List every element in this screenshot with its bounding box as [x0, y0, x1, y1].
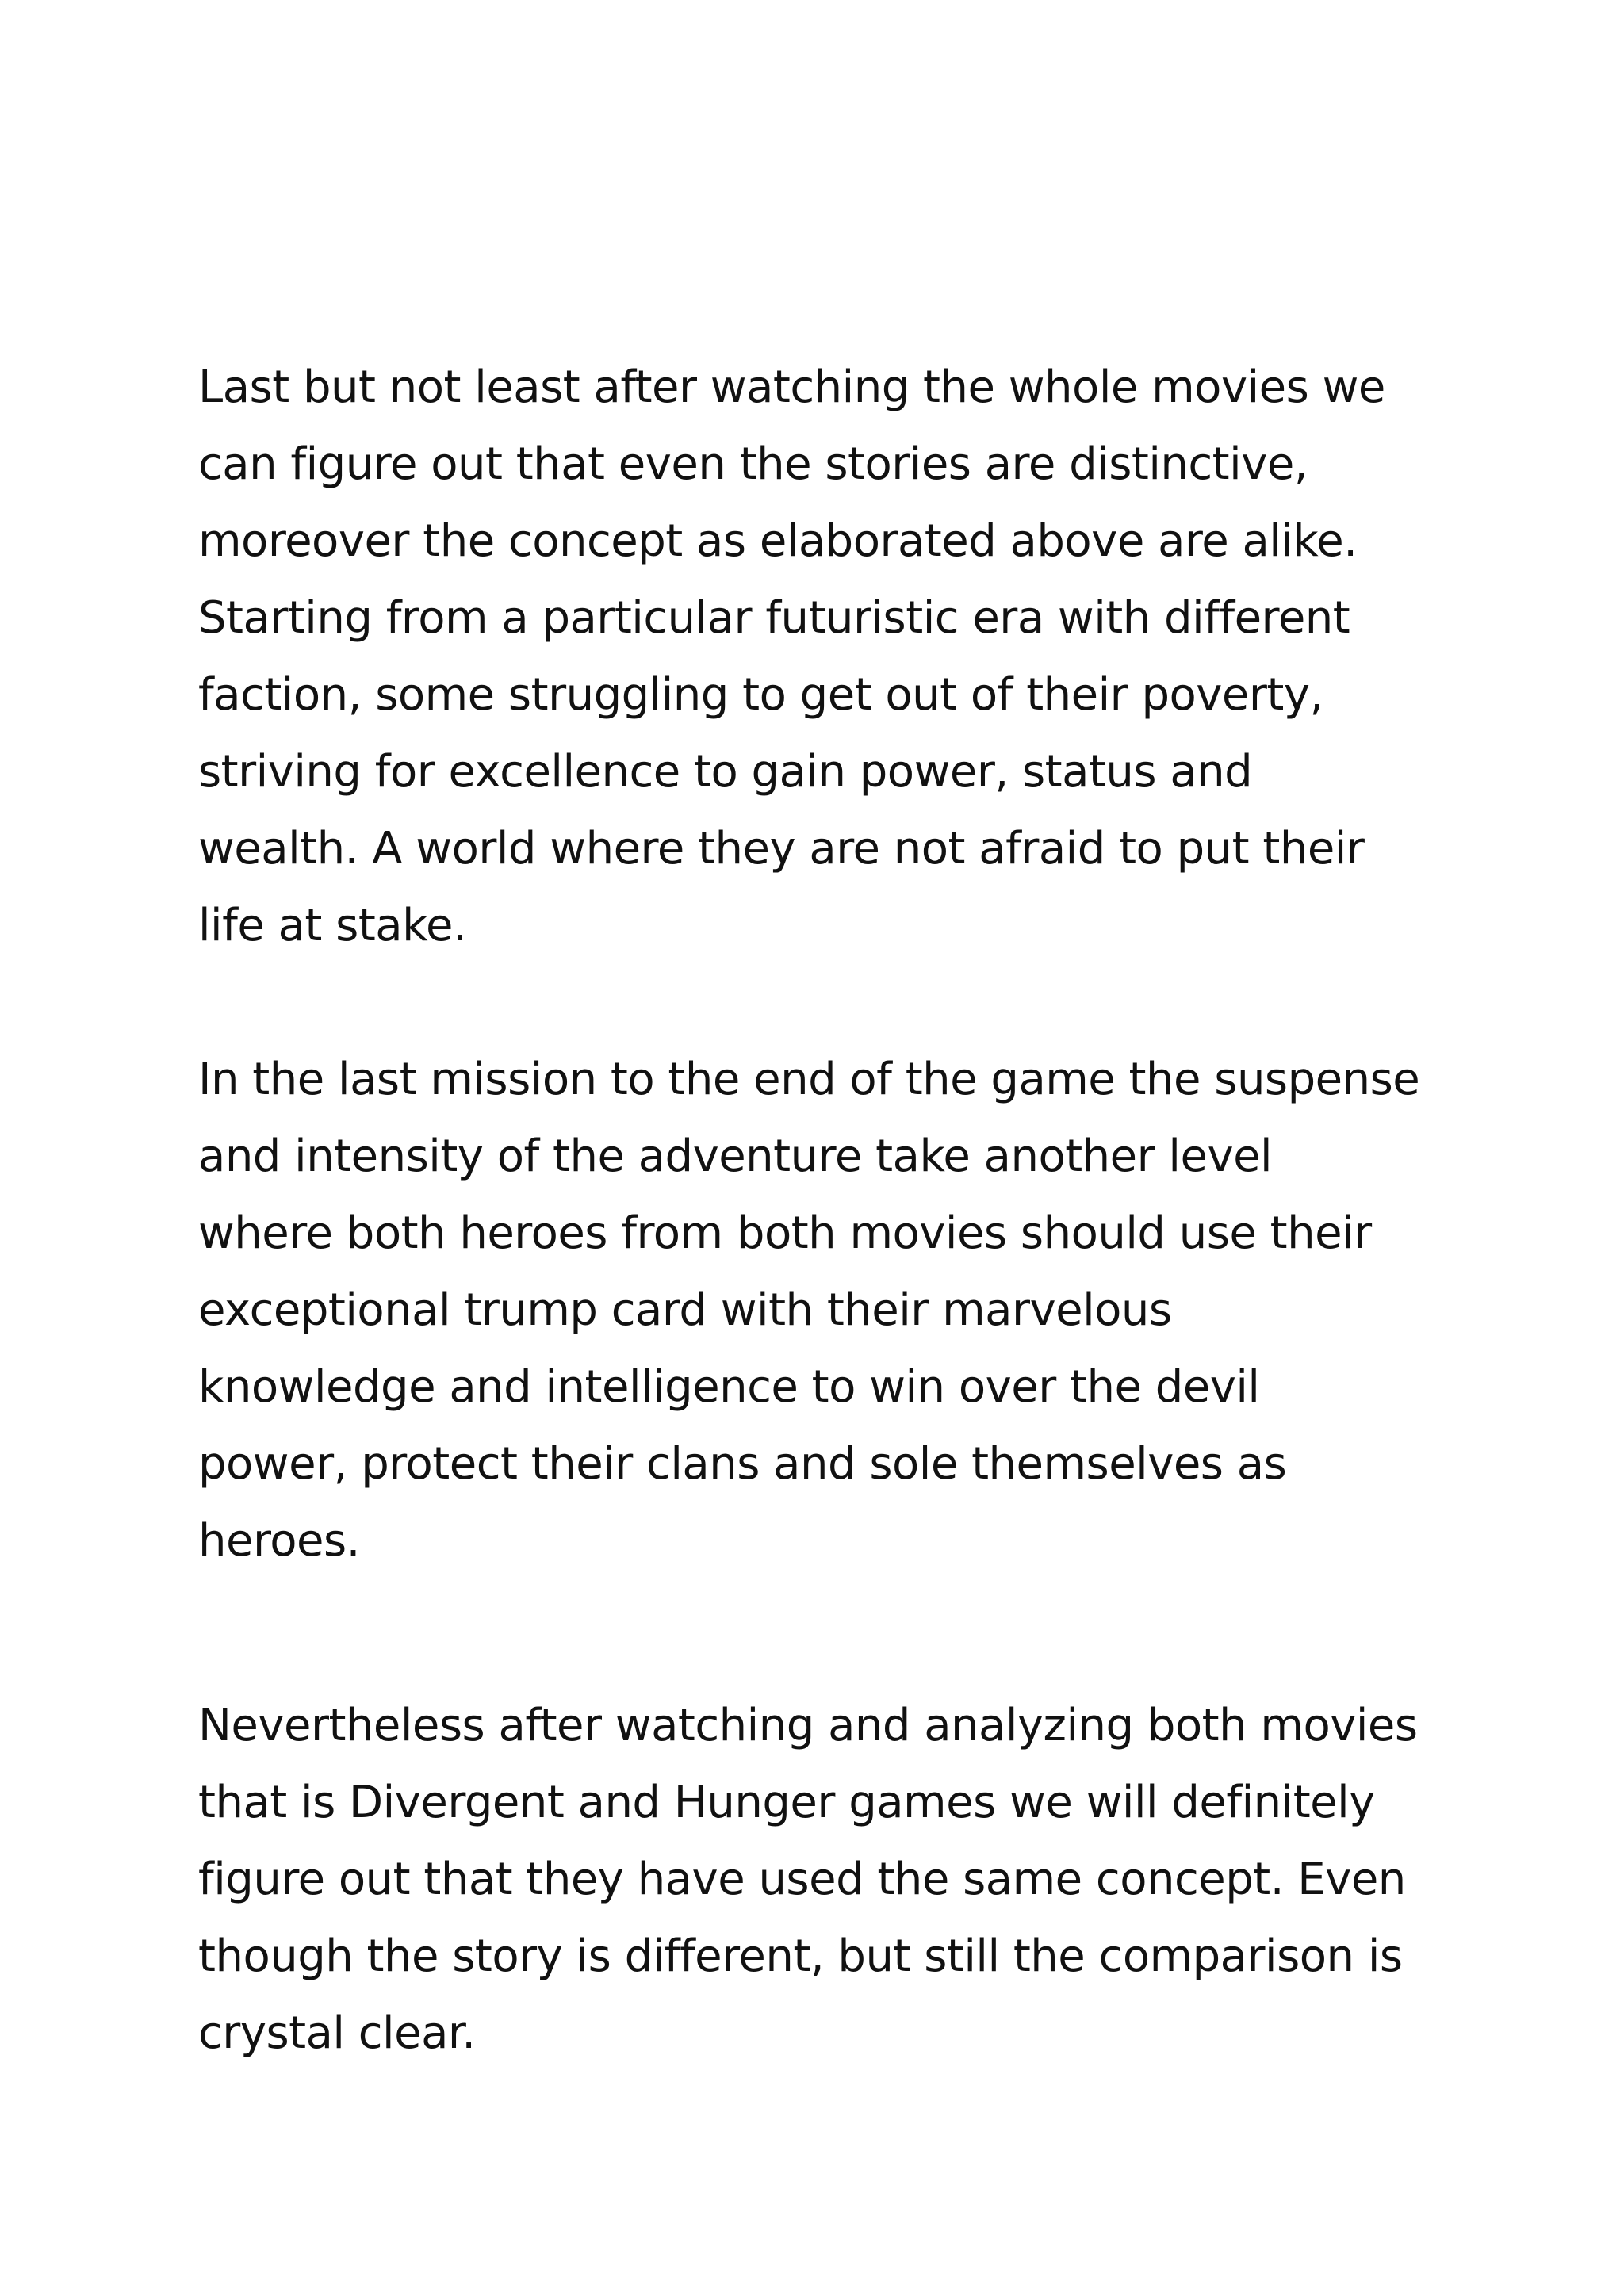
paragraph-line: Last but not least after watching the whole movies we	[198, 362, 1385, 413]
paragraph-line: knowledge and intelligence to win over the devil	[198, 1361, 1260, 1413]
paragraph-line: faction, some struggling to get out of their poverty,	[198, 669, 1323, 721]
paragraph-line: crystal clear.	[198, 2007, 476, 2059]
paragraph-line: exceptional trump card with their marvelous	[198, 1284, 1172, 1336]
paragraph-line: where both heroes from both movies should use their	[198, 1207, 1372, 1259]
paragraph-line: power, protect their clans and sole themselves as	[198, 1438, 1287, 1490]
paragraph-line: life at stake.	[198, 900, 467, 951]
paragraph-1	[198, 349, 1451, 964]
paragraph-line: Starting from a particular futuristic era with different	[198, 592, 1350, 644]
paragraph-line: that is Divergent and Hunger games we will definitely	[198, 1777, 1375, 1828]
paragraph-line: Nevertheless after watching and analyzing both movies	[198, 1700, 1418, 1751]
paragraph-line: wealth. A world where they are not afraid to put their	[198, 823, 1365, 874]
paragraph-line: and intensity of the adventure take another level	[198, 1131, 1273, 1182]
paragraph-line: though the story is different, but still the comparison is	[198, 1931, 1403, 1982]
paragraph-line: figure out that they have used the same concept. Even	[198, 1854, 1406, 1905]
paragraph-line: heroes.	[198, 1515, 360, 1567]
paragraph-line: striving for excellence to gain power, status and	[198, 746, 1253, 798]
paragraph-3	[198, 1687, 1451, 2072]
paragraph-line: moreover the concept as elaborated above are alike.	[198, 515, 1358, 567]
paragraph-line: In the last mission to the end of the game the suspense	[198, 1054, 1420, 1105]
paragraph-line: can figure out that even the stories are distinctive,	[198, 438, 1308, 490]
paragraph-2	[198, 1041, 1451, 1579]
